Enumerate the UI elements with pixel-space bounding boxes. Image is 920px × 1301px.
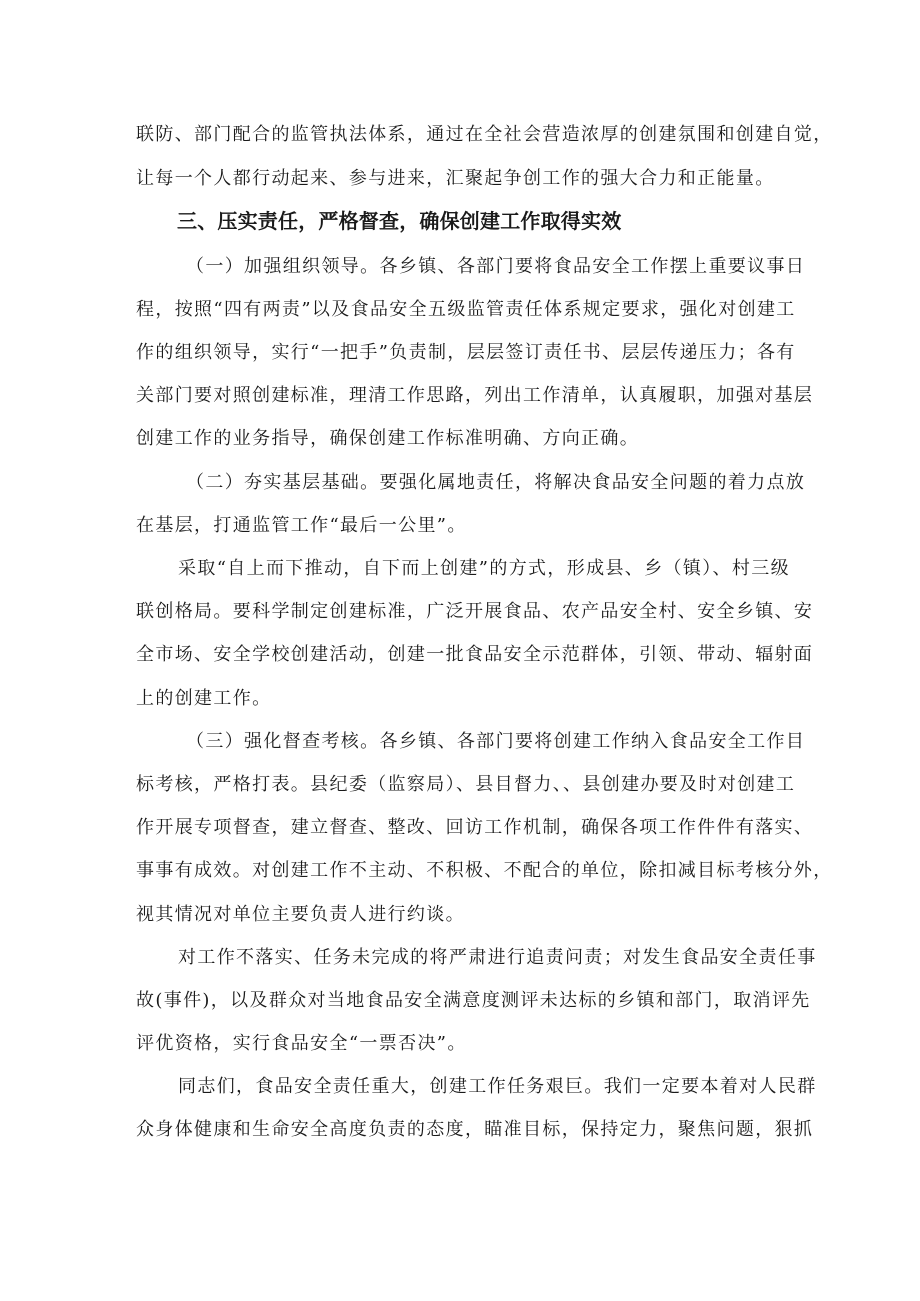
text-line: 故(事件)，以及群众对当地食品安全满意度测评未达标的乡镇和部门，取消评先	[136, 990, 811, 1011]
text-line: 让每一个人都行动起来、参与进来，汇聚起争创工作的强大合力和正能量。	[136, 168, 775, 189]
text-line: 关部门要对照创建标准，理清工作思路，列出工作清单，认真履职，加强对基层	[136, 385, 814, 406]
text-line: 作开展专项督查，建立督查、整改、回访工作机制，确保各项工作件件有落实、	[136, 817, 814, 838]
section-heading: 三、压实责任，严格督查，确保创建工作取得实效	[177, 209, 622, 233]
text-line: 创建工作的业务指导，确保创建工作标准明确、方向正确。	[136, 428, 640, 449]
text-line: 事事有成效。对创建工作不主动、不积极、不配合的单位，除扣减目标考核分外，	[136, 860, 833, 881]
text-line: 评优资格，实行食品安全“一票否决”。	[136, 1033, 467, 1054]
text-line: 联防、部门配合的监管执法体系，通过在全社会营造浓厚的创建氛围和创建自觉，	[136, 124, 833, 145]
text-line: 同志们，食品安全责任重大，创建工作任务艰巨。我们一定要本着对人民群	[178, 1076, 817, 1097]
text-line: 联创格局。要科学制定创建标准，广泛开展食品、农产品安全村、安全乡镇、安	[136, 601, 814, 622]
text-line: 作的组织领导，实行“一把手”负责制，层层签订责任书、层层传递压力；各有	[136, 342, 796, 363]
text-line: 标考核，严格打表。县纪委（监察局）、县目督力、、县创建办要及时对创建工	[136, 774, 796, 795]
text-line: （一）加强组织领导。各乡镇、各部门要将食品安全工作摆上重要议事日	[186, 256, 806, 277]
text-line: （二）夯实基层基础。要强化属地责任，将解决食品安全问题的着力点放	[186, 472, 806, 493]
text-line: （三）强化督查考核。各乡镇、各部门要将创建工作纳入食品安全工作目	[186, 731, 806, 752]
text-line: 众身体健康和生命安全高度负责的态度，瞄准目标，保持定力，聚焦问题，狠抓	[136, 1119, 814, 1140]
text-line: 上的创建工作。	[136, 688, 272, 709]
text-line: 全市场、安全学校创建活动，创建一批食品安全示范群体，引领、带动、辐射面	[136, 644, 814, 665]
text-line: 视其情况对单位主要负责人进行约谈。	[136, 904, 465, 925]
text-line: 对工作不落实、任务未完成的将严肃进行追责问责；对发生食品安全责任事	[178, 947, 817, 968]
text-line: 程，按照“四有两责”以及食品安全五级监管责任体系规定要求，强化对创建工	[136, 299, 796, 320]
text-line: 在基层，打通监管工作“最后一公里”。	[136, 515, 467, 536]
text-line: 采取“自上而下推动，自下而上创建”的方式，形成县、乡（镇）、村三级	[178, 558, 790, 579]
